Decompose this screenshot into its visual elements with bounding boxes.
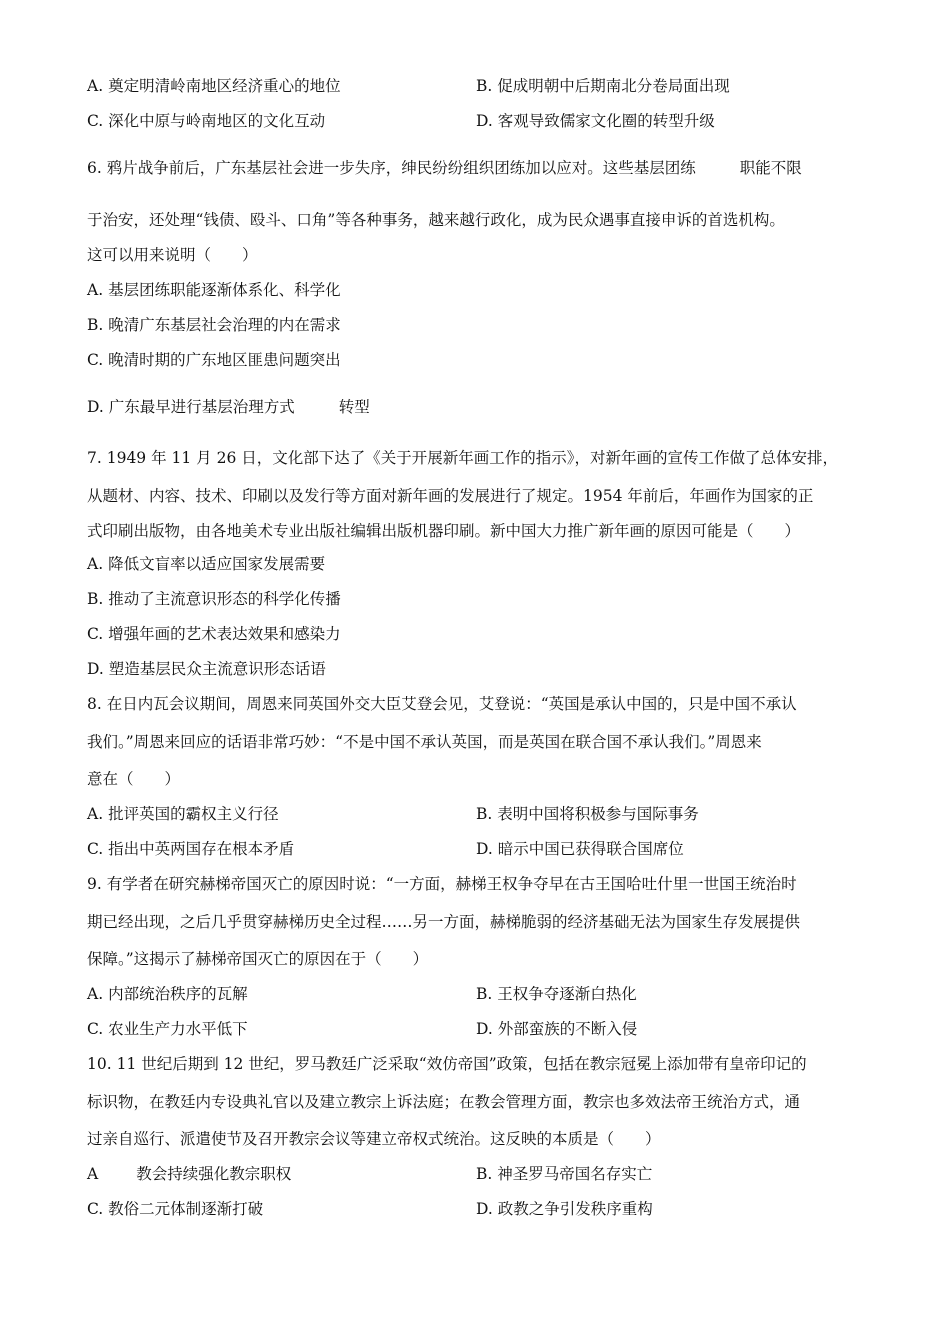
q10-option-c[interactable]: C. 教俗二元体制逐渐打破 <box>87 1200 264 1218</box>
q6-option-b[interactable]: B. 晚清广东基层社会治理的内在需求 <box>87 316 341 334</box>
q6-stem-line-2: 于治安，还处理“钱债、殴斗、口角”等各种事务，越来越行政化，成为民众遇事直接申诉的首选机构。 <box>87 211 785 229</box>
q7-option-c[interactable]: C. 增强年画的艺术表达效果和感染力 <box>87 625 341 643</box>
q7-option-b[interactable]: B. 推动了主流意识形态的科学化传播 <box>87 590 341 608</box>
q10-stem-line-3: 过亲自巡行、派遣使节及召开教宗会议等建立帝权式统治。这反映的本质是（ ） <box>87 1130 661 1148</box>
q6-option-d[interactable]: D. 广东最早进行基层治理方式 转型 <box>87 398 370 416</box>
q5-option-a[interactable]: A. 奠定明清岭南地区经济重心的地位 <box>87 77 341 95</box>
q9-option-a[interactable]: A. 内部统治秩序的瓦解 <box>87 985 248 1003</box>
q7-stem-line-2: 从题材、内容、技术、印刷以及发行等方面对新年画的发展进行了规定。1954 年前后，年画作为国家的正 <box>87 487 814 505</box>
q9-stem-line-2: 期已经出现，之后几乎贯穿赫梯历史全过程……另一方面，赫梯脆弱的经济基础无法为国家生存发展提供 <box>87 913 801 931</box>
q6-stem-line-3: 这可以用来说明（ ） <box>87 246 258 264</box>
q6-option-c[interactable]: C. 晚清时期的广东地区匪患问题突出 <box>87 351 341 369</box>
q10-option-b[interactable]: B. 神圣罗马帝国名存实亡 <box>476 1165 653 1183</box>
q7-stem-line-3: 式印刷出版物，由各地美术专业出版社编辑出版机器印刷。新中国大力推广新年画的原因可能是（ ） <box>87 522 801 540</box>
q8-stem-line-1: 8. 在日内瓦会议期间，周恩来同英国外交大臣艾登会见，艾登说：“英国是承认中国的，只是中国不承认 <box>87 695 797 713</box>
q8-option-c[interactable]: C. 指出中英两国存在根本矛盾 <box>87 840 295 858</box>
q10-stem-line-2: 标识物，在教廷内专设典礼官以及建立教宗上诉法庭；在教会管理方面，教宗也多效法帝王统治方式，通 <box>87 1093 801 1111</box>
q9-stem-line-1: 9. 有学者在研究赫梯帝国灭亡的原因时说：“一方面，赫梯王权争夺早在古王国哈吐什里一世国王统治时 <box>87 875 797 893</box>
q7-stem-line-1: 7. 1949 年 11 月 26 日，文化部下达了《关于开展新年画工作的指示》，对新年画的宣传工作做了总体安排， <box>87 449 838 467</box>
q10-option-a[interactable]: A 教会持续强化教宗职权 <box>87 1165 292 1183</box>
q6-stem-line-1: 6. 鸦片战争前后，广东基层社会进一步失序，绅民纷纷组织团练加以应对。这些基层团练 职能不限 <box>87 159 802 177</box>
q8-option-a[interactable]: A. 批评英国的霸权主义行径 <box>87 805 279 823</box>
q8-stem-line-2: 我们。”周恩来回应的话语非常巧妙：“不是中国不承认英国，而是英国在联合国不承认我们。”周恩来 <box>87 733 762 751</box>
q9-stem-line-3: 保障。”这揭示了赫梯帝国灭亡的原因在于（ ） <box>87 950 429 968</box>
q8-option-d[interactable]: D. 暗示中国已获得联合国席位 <box>476 840 684 858</box>
q5-option-c[interactable]: C. 深化中原与岭南地区的文化互动 <box>87 112 326 130</box>
q9-option-c[interactable]: C. 农业生产力水平低下 <box>87 1020 248 1038</box>
q8-option-b[interactable]: B. 表明中国将积极参与国际事务 <box>476 805 699 823</box>
q7-option-d[interactable]: D. 塑造基层民众主流意识形态话语 <box>87 660 326 678</box>
q8-stem-line-3: 意在（ ） <box>87 770 181 788</box>
q9-option-b[interactable]: B. 王权争夺逐渐白热化 <box>476 985 637 1003</box>
q9-option-d[interactable]: D. 外部蛮族的不断入侵 <box>476 1020 638 1038</box>
q10-stem-line-1: 10. 11 世纪后期到 12 世纪，罗马教廷广泛采取“效仿帝国”政策，包括在教宗冠冕上添加带有皇帝印记的 <box>87 1055 807 1073</box>
q10-option-d[interactable]: D. 政教之争引发秩序重构 <box>476 1200 653 1218</box>
q6-option-a[interactable]: A. 基层团练职能逐渐体系化、科学化 <box>87 281 341 299</box>
q7-option-a[interactable]: A. 降低文盲率以适应国家发展需要 <box>87 555 326 573</box>
q5-option-d[interactable]: D. 客观导致儒家文化圈的转型升级 <box>476 112 715 130</box>
q5-option-b[interactable]: B. 促成明朝中后期南北分卷局面出现 <box>476 77 730 95</box>
